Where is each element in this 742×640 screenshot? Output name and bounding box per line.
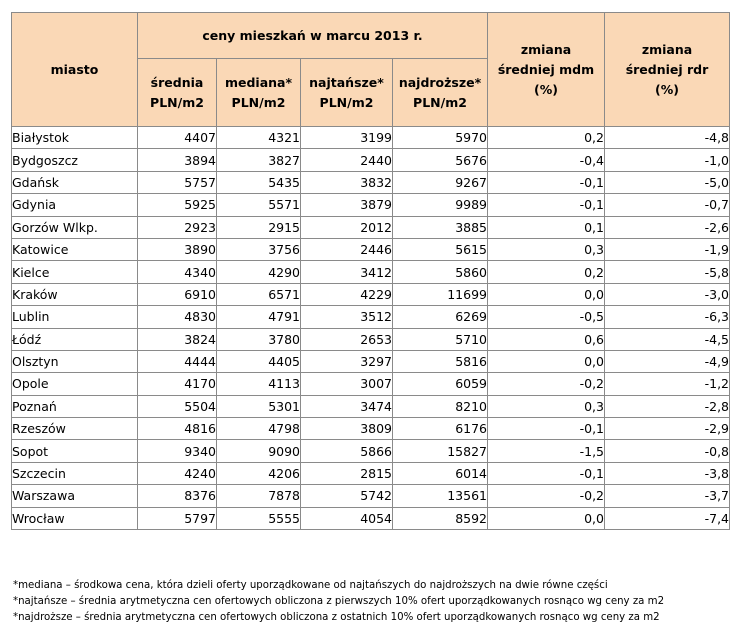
table-row: [12, 306, 730, 328]
cell-change-mdm: -0,4: [488, 149, 605, 171]
cell-cheapest-price: 5866: [301, 440, 393, 462]
cell-change-rdr: -4,9: [605, 350, 730, 372]
cell-most-expensive-price: 13561: [393, 485, 488, 507]
cell-city: Kraków: [12, 283, 138, 305]
cell-median-price: 3756: [217, 238, 301, 260]
cell-most-expensive-price: 6269: [393, 306, 488, 328]
price-table: [11, 12, 730, 530]
header-expensive: najdroższe* PLN/m2: [393, 59, 488, 127]
cell-avg-price: 4444: [138, 350, 217, 372]
table-row: [12, 328, 730, 350]
cell-most-expensive-price: 5710: [393, 328, 488, 350]
cell-avg-price: 4240: [138, 462, 217, 484]
header-avg: średnia PLN/m2: [138, 59, 217, 127]
cell-change-rdr: -1,9: [605, 238, 730, 260]
cell-median-price: 4405: [217, 350, 301, 372]
table-row: [12, 127, 730, 149]
header-rdr: zmiana średniej rdr (%): [605, 13, 730, 127]
cell-change-mdm: -0,1: [488, 418, 605, 440]
cell-cheapest-price: 3879: [301, 194, 393, 216]
cell-city: Olsztyn: [12, 350, 138, 372]
cell-most-expensive-price: 8592: [393, 507, 488, 529]
cell-change-mdm: 0,0: [488, 507, 605, 529]
cell-cheapest-price: 3199: [301, 127, 393, 149]
cell-avg-price: 4816: [138, 418, 217, 440]
footnote-expensive: *najdroższe – średnia arytmetyczna cen ofertowych obliczona z ostatnich 10% ofert uporządkowanych rosnąco wg ceny za m2: [13, 612, 660, 623]
cell-city: Kielce: [12, 261, 138, 283]
cell-city: Bydgoszcz: [12, 149, 138, 171]
cell-median-price: 5555: [217, 507, 301, 529]
cell-city: Warszawa: [12, 485, 138, 507]
table-row: [12, 485, 730, 507]
cell-avg-price: 5925: [138, 194, 217, 216]
cell-most-expensive-price: 6014: [393, 462, 488, 484]
cell-city: Szczecin: [12, 462, 138, 484]
cell-avg-price: 3890: [138, 238, 217, 260]
cell-change-mdm: -0,1: [488, 171, 605, 193]
table-row: [12, 507, 730, 529]
header-city: miasto: [12, 13, 138, 127]
cell-city: Rzeszów: [12, 418, 138, 440]
cell-change-rdr: -3,0: [605, 283, 730, 305]
cell-cheapest-price: 5742: [301, 485, 393, 507]
cell-cheapest-price: 3412: [301, 261, 393, 283]
table-row: [12, 261, 730, 283]
cell-cheapest-price: 3512: [301, 306, 393, 328]
cell-most-expensive-price: 15827: [393, 440, 488, 462]
cell-city: Gdańsk: [12, 171, 138, 193]
cell-change-mdm: -0,2: [488, 485, 605, 507]
cell-change-mdm: 0,3: [488, 395, 605, 417]
header-mdm: zmiana średniej mdm (%): [488, 13, 605, 127]
cell-median-price: 4206: [217, 462, 301, 484]
table-row: [12, 350, 730, 372]
cell-most-expensive-price: 8210: [393, 395, 488, 417]
cell-most-expensive-price: 9989: [393, 194, 488, 216]
cell-cheapest-price: 2653: [301, 328, 393, 350]
cell-most-expensive-price: 5816: [393, 350, 488, 372]
cell-change-mdm: 0,0: [488, 283, 605, 305]
cell-change-rdr: -1,0: [605, 149, 730, 171]
cell-median-price: 4321: [217, 127, 301, 149]
cell-change-rdr: -3,7: [605, 485, 730, 507]
cell-change-rdr: -5,8: [605, 261, 730, 283]
cell-change-rdr: -2,9: [605, 418, 730, 440]
cell-most-expensive-price: 11699: [393, 283, 488, 305]
cell-median-price: 5301: [217, 395, 301, 417]
cell-avg-price: 4407: [138, 127, 217, 149]
cell-median-price: 6571: [217, 283, 301, 305]
cell-median-price: 3780: [217, 328, 301, 350]
cell-most-expensive-price: 9267: [393, 171, 488, 193]
cell-change-rdr: -0,8: [605, 440, 730, 462]
cell-city: Sopot: [12, 440, 138, 462]
cell-avg-price: 4340: [138, 261, 217, 283]
cell-avg-price: 9340: [138, 440, 217, 462]
cell-avg-price: 3824: [138, 328, 217, 350]
cell-most-expensive-price: 5860: [393, 261, 488, 283]
table-row: [12, 194, 730, 216]
cell-median-price: 5435: [217, 171, 301, 193]
cell-cheapest-price: 2012: [301, 216, 393, 238]
cell-change-rdr: -0,7: [605, 194, 730, 216]
cell-most-expensive-price: 6059: [393, 373, 488, 395]
cell-cheapest-price: 4229: [301, 283, 393, 305]
cell-cheapest-price: 3809: [301, 418, 393, 440]
cell-cheapest-price: 3297: [301, 350, 393, 372]
footnote-median: *mediana – środkowa cena, która dzieli oferty uporządkowane od najtańszych do najdroższych na dwie równe części: [13, 580, 608, 591]
cell-city: Wrocław: [12, 507, 138, 529]
cell-avg-price: 4830: [138, 306, 217, 328]
cell-cheapest-price: 2815: [301, 462, 393, 484]
cell-city: Katowice: [12, 238, 138, 260]
cell-cheapest-price: 3474: [301, 395, 393, 417]
cell-median-price: 4113: [217, 373, 301, 395]
table-row: [12, 283, 730, 305]
table-row: [12, 373, 730, 395]
table-body: [12, 127, 730, 530]
cell-city: Białystok: [12, 127, 138, 149]
cell-city: Gdynia: [12, 194, 138, 216]
cell-most-expensive-price: 5970: [393, 127, 488, 149]
table-row: [12, 395, 730, 417]
cell-avg-price: 5504: [138, 395, 217, 417]
header-group: ceny mieszkań w marcu 2013 r.: [138, 13, 488, 59]
footnotes: [13, 578, 738, 626]
cell-cheapest-price: 3832: [301, 171, 393, 193]
cell-change-mdm: -1,5: [488, 440, 605, 462]
table-row: [12, 462, 730, 484]
cell-avg-price: 6910: [138, 283, 217, 305]
cell-change-rdr: -6,3: [605, 306, 730, 328]
cell-median-price: 5571: [217, 194, 301, 216]
cell-avg-price: 3894: [138, 149, 217, 171]
cell-change-rdr: -5,0: [605, 171, 730, 193]
cell-change-rdr: -1,2: [605, 373, 730, 395]
cell-change-mdm: 0,3: [488, 238, 605, 260]
cell-median-price: 3827: [217, 149, 301, 171]
cell-change-mdm: 0,0: [488, 350, 605, 372]
header-cheapest: najtańsze* PLN/m2: [301, 59, 393, 127]
table-row: [12, 238, 730, 260]
cell-most-expensive-price: 5676: [393, 149, 488, 171]
cell-change-mdm: 0,1: [488, 216, 605, 238]
cell-change-rdr: -3,8: [605, 462, 730, 484]
header-median: mediana* PLN/m2: [217, 59, 301, 127]
cell-change-mdm: -0,5: [488, 306, 605, 328]
cell-avg-price: 4170: [138, 373, 217, 395]
cell-change-rdr: -4,5: [605, 328, 730, 350]
cell-city: Poznań: [12, 395, 138, 417]
cell-median-price: 7878: [217, 485, 301, 507]
cell-change-mdm: -0,2: [488, 373, 605, 395]
table-row: [12, 418, 730, 440]
cell-change-mdm: 0,2: [488, 127, 605, 149]
cell-median-price: 4290: [217, 261, 301, 283]
cell-median-price: 4791: [217, 306, 301, 328]
table-row: [12, 171, 730, 193]
cell-median-price: 4798: [217, 418, 301, 440]
table-row: [12, 149, 730, 171]
cell-city: Gorzów Wlkp.: [12, 216, 138, 238]
cell-change-mdm: -0,1: [488, 194, 605, 216]
footnote-cheapest: *najtańsze – średnia arytmetyczna cen ofertowych obliczona z pierwszych 10% ofert uporządkowanych rosnąco wg ceny za m2: [13, 596, 665, 607]
cell-cheapest-price: 3007: [301, 373, 393, 395]
cell-change-rdr: -2,8: [605, 395, 730, 417]
cell-cheapest-price: 4054: [301, 507, 393, 529]
cell-change-mdm: 0,2: [488, 261, 605, 283]
cell-change-mdm: 0,6: [488, 328, 605, 350]
cell-change-rdr: -4,8: [605, 127, 730, 149]
cell-avg-price: 5797: [138, 507, 217, 529]
cell-cheapest-price: 2446: [301, 238, 393, 260]
cell-cheapest-price: 2440: [301, 149, 393, 171]
cell-most-expensive-price: 5615: [393, 238, 488, 260]
cell-avg-price: 8376: [138, 485, 217, 507]
cell-change-rdr: -7,4: [605, 507, 730, 529]
cell-most-expensive-price: 6176: [393, 418, 488, 440]
cell-change-rdr: -2,6: [605, 216, 730, 238]
cell-median-price: 2915: [217, 216, 301, 238]
cell-most-expensive-price: 3885: [393, 216, 488, 238]
cell-avg-price: 2923: [138, 216, 217, 238]
cell-median-price: 9090: [217, 440, 301, 462]
cell-city: Łódź: [12, 328, 138, 350]
cell-city: Lublin: [12, 306, 138, 328]
cell-avg-price: 5757: [138, 171, 217, 193]
cell-city: Opole: [12, 373, 138, 395]
cell-change-mdm: -0,1: [488, 462, 605, 484]
table-row: [12, 440, 730, 462]
table-row: [12, 216, 730, 238]
